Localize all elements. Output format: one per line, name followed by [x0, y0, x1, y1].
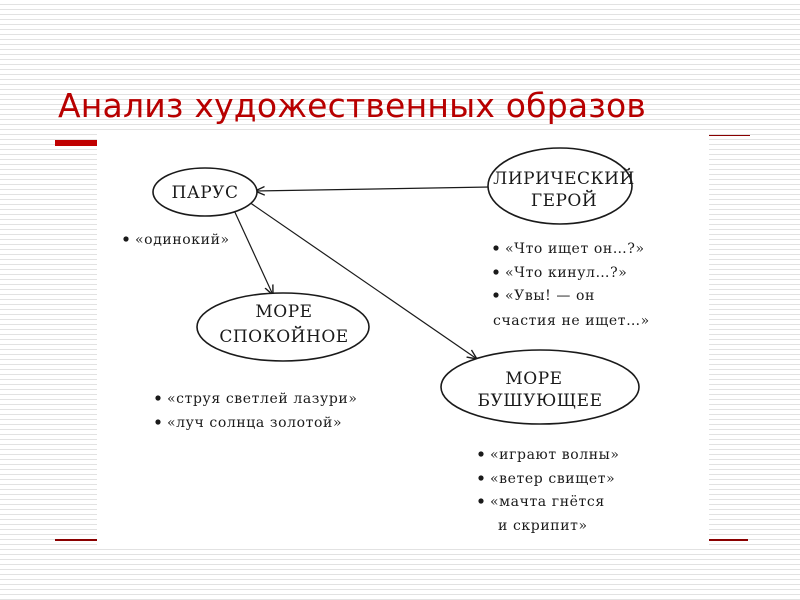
node-calm-sea-label-1: МОРЕ — [255, 302, 313, 322]
node-calm-sea — [197, 293, 369, 361]
bullet-dot — [155, 419, 160, 424]
list-calm-sea — [155, 391, 357, 431]
list-item: «одинокий» — [135, 232, 230, 248]
bullet-dot — [493, 292, 498, 297]
diagram-panel — [97, 132, 709, 545]
list-parus — [123, 232, 229, 248]
concept-diagram — [97, 132, 709, 545]
node-stormy-sea-label-2: БУШУЮЩЕЕ — [477, 391, 603, 411]
arrow-parus-to-calm-sea — [233, 208, 273, 295]
slide-title: Анализ художественных образов — [58, 86, 647, 125]
bullet-dot — [155, 395, 160, 400]
list-lyric-hero — [493, 241, 650, 329]
bottom-rule-right — [709, 539, 748, 541]
bottom-rule-left — [55, 539, 97, 541]
bullet-dot — [493, 269, 498, 274]
list-item: «ветер свищет» — [490, 471, 616, 487]
node-stormy-sea-label-1: МОРЕ — [505, 369, 563, 389]
list-item-continuation: счастия не ищет…» — [493, 313, 650, 329]
list-item: «Что ищет он…?» — [505, 241, 645, 257]
list-item: «Увы! — он — [505, 288, 595, 304]
list-item-continuation: и скрипит» — [498, 518, 588, 534]
arrow-hero-to-parus — [255, 187, 490, 191]
list-item: «мачта гнётся — [490, 494, 605, 510]
bullet-dot — [478, 498, 483, 503]
bullet-dot — [478, 451, 483, 456]
list-item: «играют волны» — [490, 447, 620, 463]
list-item: «луч солнца золотой» — [167, 415, 343, 431]
title-underline-right — [709, 135, 750, 136]
bullet-dot — [493, 245, 498, 250]
bullet-dot — [123, 236, 128, 241]
bullet-dot — [478, 475, 483, 480]
node-calm-sea-label-2: СПОКОЙНОЕ — [219, 327, 349, 347]
node-parus-label: ПАРУС — [171, 183, 239, 203]
node-parus — [153, 168, 257, 216]
list-stormy-sea — [478, 447, 619, 534]
node-lyric-hero — [488, 148, 635, 224]
list-item: «Что кинул…?» — [505, 265, 628, 281]
node-stormy-sea — [441, 350, 639, 424]
list-item: «струя светлей лазури» — [167, 391, 358, 407]
node-lyric-hero-label-1: ЛИРИЧЕСКИЙ — [493, 169, 635, 189]
node-lyric-hero-label-2: ГЕРОЙ — [530, 191, 598, 211]
title-underline-left — [55, 140, 97, 146]
